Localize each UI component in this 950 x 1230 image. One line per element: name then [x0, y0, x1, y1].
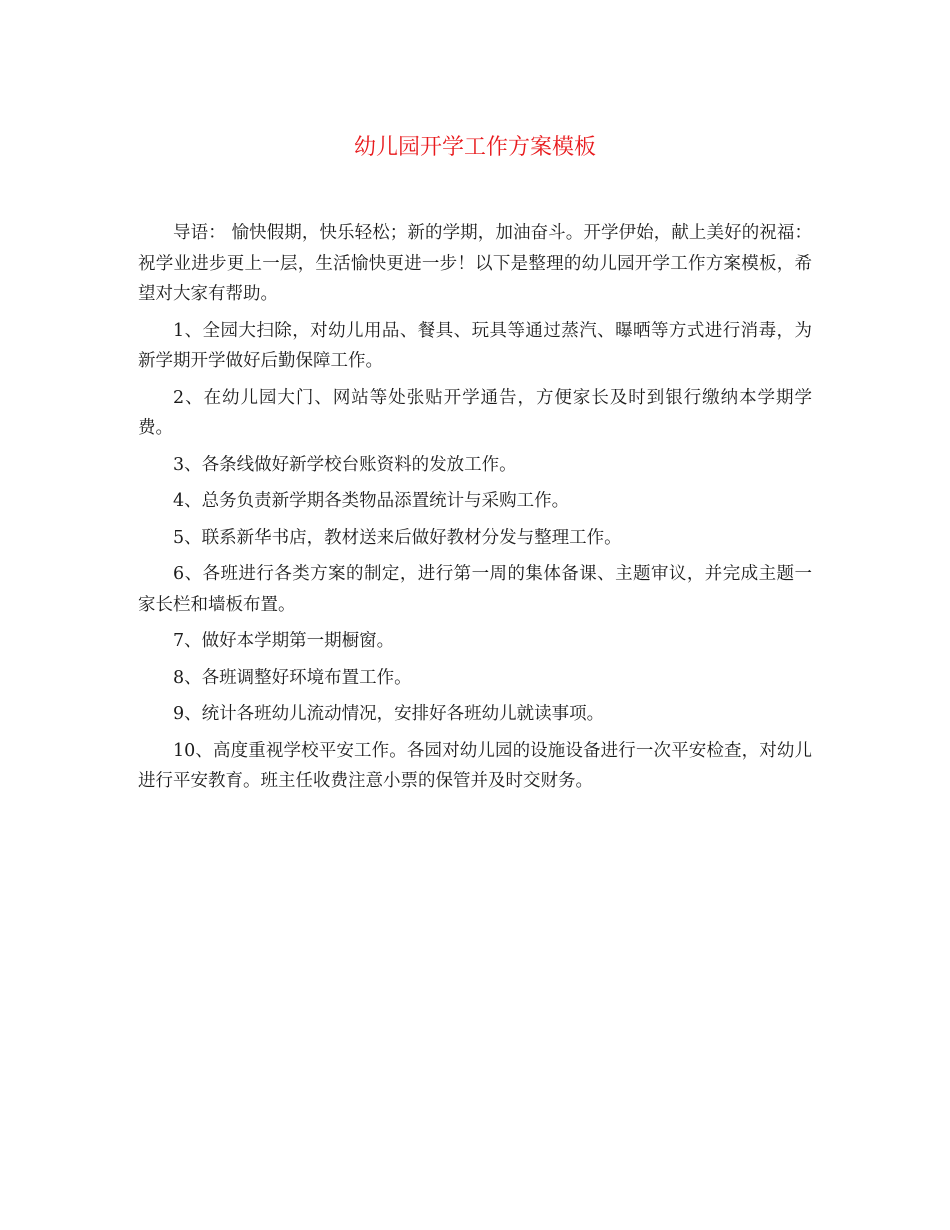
list-item-5: 5、联系新华书店，教材送来后做好教材分发与整理工作。: [173, 527, 622, 548]
intro-paragraph: 导语： 愉快假期，快乐轻松；新的学期，加油奋斗。开学伊始，献上美好的祝福：祝学业进步更上一层，生活愉快更进一步！以下是整理的幼儿园开学工作方案模板，希望对大家有帮助。: [138, 223, 812, 304]
list-item-6: 6、各班进行各类方案的制定，进行第一周的集体备课、主题审议，并完成主题一家长栏和墙板布置。: [138, 564, 812, 615]
list-item-8: 8、各班调整好环境布置工作。: [173, 667, 412, 688]
list-item-3: 3、各条线做好新学校台账资料的发放工作。: [173, 454, 517, 475]
list-item-1: 1、全园大扫除，对幼儿用品、餐具、玩具等通过蒸汽、曝晒等方式进行消毒，为新学期开学做好后勤保障工作。: [138, 320, 812, 371]
list-item-4: 4、总务负责新学期各类物品添置统计与采购工作。: [173, 491, 570, 511]
list-item-10: 10、高度重视学校平安工作。各园对幼儿园的设施设备进行一次平安检查，对幼儿进行平安教育。班主任收费注意小票的保管并及时交财务。: [138, 740, 812, 791]
document-body: [138, 218, 812, 803]
list-item-9: 9、统计各班幼儿流动情况，安排好各班幼儿就读事项。: [173, 704, 605, 724]
document-title: 幼儿园开学工作方案模板: [353, 135, 596, 160]
list-item-7: 7、做好本学期第一期橱窗。: [173, 631, 395, 651]
list-item-2: 2、在幼儿园大门、网站等处张贴开学通告，方便家长及时到银行缴纳本学期学费。: [138, 387, 812, 438]
